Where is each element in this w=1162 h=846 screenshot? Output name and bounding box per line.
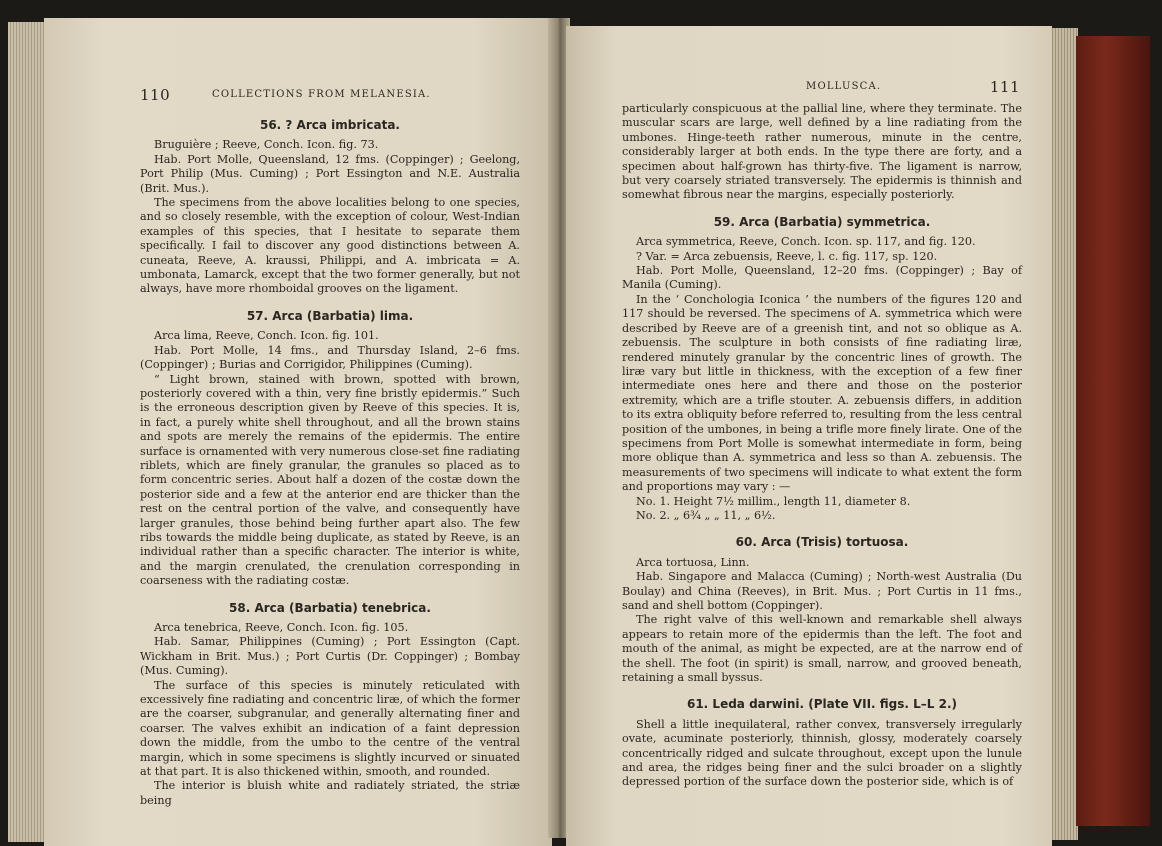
synonymy-line: Arca symmetrica, Reeve, Conch. Icon. sp. 117, and fig. 120.	[636, 235, 976, 249]
synonymy-line: Bruguière ; Reeve, Conch. Icon. fig. 73.	[154, 138, 379, 152]
left-header	[140, 86, 520, 104]
body-paragraph: Hab. Samar, Philippines (Cuming) ; Port Essington (Capt. Wickham in Brit. Mus.) ; Port Curtis (Dr. Coppinger) ; Bombay (Mus. Cuming).	[140, 635, 520, 678]
species-heading: 56. ? Arca imbricata.	[259, 118, 400, 132]
synonymy-line: ? Var. = Arca zebuensis, Reeve, l. c. fig. 117, sp. 120.	[636, 249, 938, 263]
running-head: COLLECTIONS FROM MELANESIA.	[212, 89, 431, 100]
body-paragraph: Hab. Port Molle, Queensland, 12 fms. (Coppinger) ; Geelong, Port Philip (Mus. Cuming) ; Port Essington and N.E. Australia (Brit. Mus.).	[140, 152, 520, 195]
page-number: 110	[140, 86, 171, 104]
body-paragraph: Shell a little inequilateral, rather convex, transversely irregularly ovate, acuminate posteriorly, thinnish, glossy, moderately coarsely concentrically ridged and sulcate throughout, except upon the lunule and area, the ridges being finer and the sulci broader on a slightly depressed portion of the surface down the posterior side, which is of	[622, 717, 1022, 789]
right-page-edges	[1050, 28, 1078, 840]
synonymy-line: Arca tenebrica, Reeve, Conch. Icon. fig. 105.	[154, 621, 409, 634]
measurement-line: No. 1. Height 7½ millim., length 11, diameter 8.	[636, 494, 911, 508]
species-heading: 59. Arca (Barbatia) symmetrica.	[713, 214, 931, 229]
species-heading: 58. Arca (Barbatia) tenebrica.	[229, 600, 431, 615]
body-paragraph: The right valve of this well-known and remarkable shell always appears to retain more of the epidermis than the left. The foot and mouth of the animal, as might be expected, are at the narrow end of the shell. The foot (in spirit) is small, narrow, and grooved beneath, retaining a small byssus.	[622, 613, 1022, 685]
left-text-column	[140, 106, 520, 808]
species-heading: 57. Arca (Barbatia) lima.	[246, 308, 414, 323]
species-heading: 60. Arca (Trisis) tortuosa.	[735, 535, 909, 550]
body-paragraph: Hab. Singapore and Malacca (Cuming) ; North-west Australia (Du Boulay) and China (Reeves), in Brit. Mus. ; Port Curtis in 11 fms., sand and shell bottom (Coppinger).	[622, 570, 1022, 612]
species-heading: 61. Leda darwini. (Plate VII. figs. L–L 2.)	[686, 697, 957, 712]
page-number: 111	[989, 78, 1020, 96]
body-paragraph: The surface of this species is minutely reticulated with excessively fine radiating and concentric liræ, of which the former are the coarser, subgranular, and generally alternating finer and coarser. The valves exhibit an indication of a faint depression down the middle, from the umbo to the centre of the ventral margin, which in some specimens is slightly incurved or sinuated at that part. It is also thickened within, smooth, and rounded.	[140, 678, 520, 779]
right-page	[566, 26, 1052, 846]
body-paragraph: The interior is bluish white and radiately striated, the striæ being	[140, 779, 520, 807]
body-paragraph: The specimens from the above localities belong to one species, and so closely resemble, with the exception of colour, West-Indian examples of this species, that I hesitate to separate them specifically. I fail to discover any good distinctions between A. cuneata, Reeve, A. kraussi, Philippi, and A. imbricata = A. umbonata, Lamarck, except that the two former generally, but not always, have more rhomboidal grooves on the ligament.	[140, 196, 520, 296]
left-page	[44, 18, 552, 846]
body-paragraph: particularly conspicuous at the pallial line, where they terminate. The muscular scars are large, well defined by a line radiating from the umbones. Hinge-teeth rather numerous, minute in the centre, considerably larger at both ends. In the type there are forty, and a specimen about half-grown has thirty-five. The ligament is narrow, but very coarsely striated transversely. The epidermis is thinnish and somewhat fibrous near the margins, especially posteriorly.	[622, 102, 1022, 202]
right-text-column	[622, 102, 1022, 790]
synonymy-line: Arca lima, Reeve, Conch. Icon. fig. 101.	[154, 329, 379, 343]
book-cover-edge	[1076, 36, 1150, 826]
body-paragraph: Hab. Port Molle, 14 fms., and Thursday Island, 2–6 fms. (Coppinger) ; Burias and Corrigidor, Philippines (Cuming).	[140, 343, 520, 372]
running-head: MOLLUSCA.	[806, 81, 882, 92]
body-paragraph: “ Light brown, stained with brown, spotted with brown, posteriorly covered with a thin, very fine bristly epidermis.” Such is the erroneous description given by Reeve of this species. It is, in fact, a purely white shell throughout, and all the brown stains and spots are merely the remains of the epidermis. The entire surface is ornamented with very numerous close-set fine radiating riblets, which are finely granular, the granules so placed as to form concentric series. About half a dozen of the costæ down the posterior side and a few at the anterior end are thicker than the rest on the central portion of the valve, and consequently have larger granules, those behind being further apart also. The few ribs towards the middle being duplicate, as stated by Reeve, is an individual rather than a specific character. The interior is white, and the margin crenulated, the crenulation corresponding in coarseness with the radiating costæ.	[140, 372, 520, 588]
body-paragraph: Hab. Port Molle, Queensland, 12–20 fms. (Coppinger) ; Bay of Manila (Cuming).	[622, 264, 1022, 292]
measurement-line: No. 2. „ 6¾ „ „ 11, „ 6½.	[636, 508, 776, 522]
body-paragraph: In the ‘ Conchologia Iconica ’ the numbers of the figures 120 and 117 should be reversed. The specimens of A. symmetrica which were described by Reeve are of a greenish tint, and not so oblique as A. zebuensis. The sculpture in both consists of fine radiating liræ, rendered minutely granular by the concentric lines of growth. The liræ vary but little in thickness, with the exception of a few finer intermediate ones here and there and those on the posterior extremity, which are a trifle stouter. A. zebuensis differs, in addition to its extra obliquity before referred to, resulting from the less central position of the umbones, in being a trifle more finely lirate. One of the specimens from Port Molle is somewhat intermediate in form, being more oblique than A. symmetrica and less so than A. zebuensis. The measurements of two specimens will indicate to what extent the form and proportions may vary : —	[622, 292, 1022, 494]
synonymy-line: Arca tortuosa, Linn.	[636, 555, 750, 569]
